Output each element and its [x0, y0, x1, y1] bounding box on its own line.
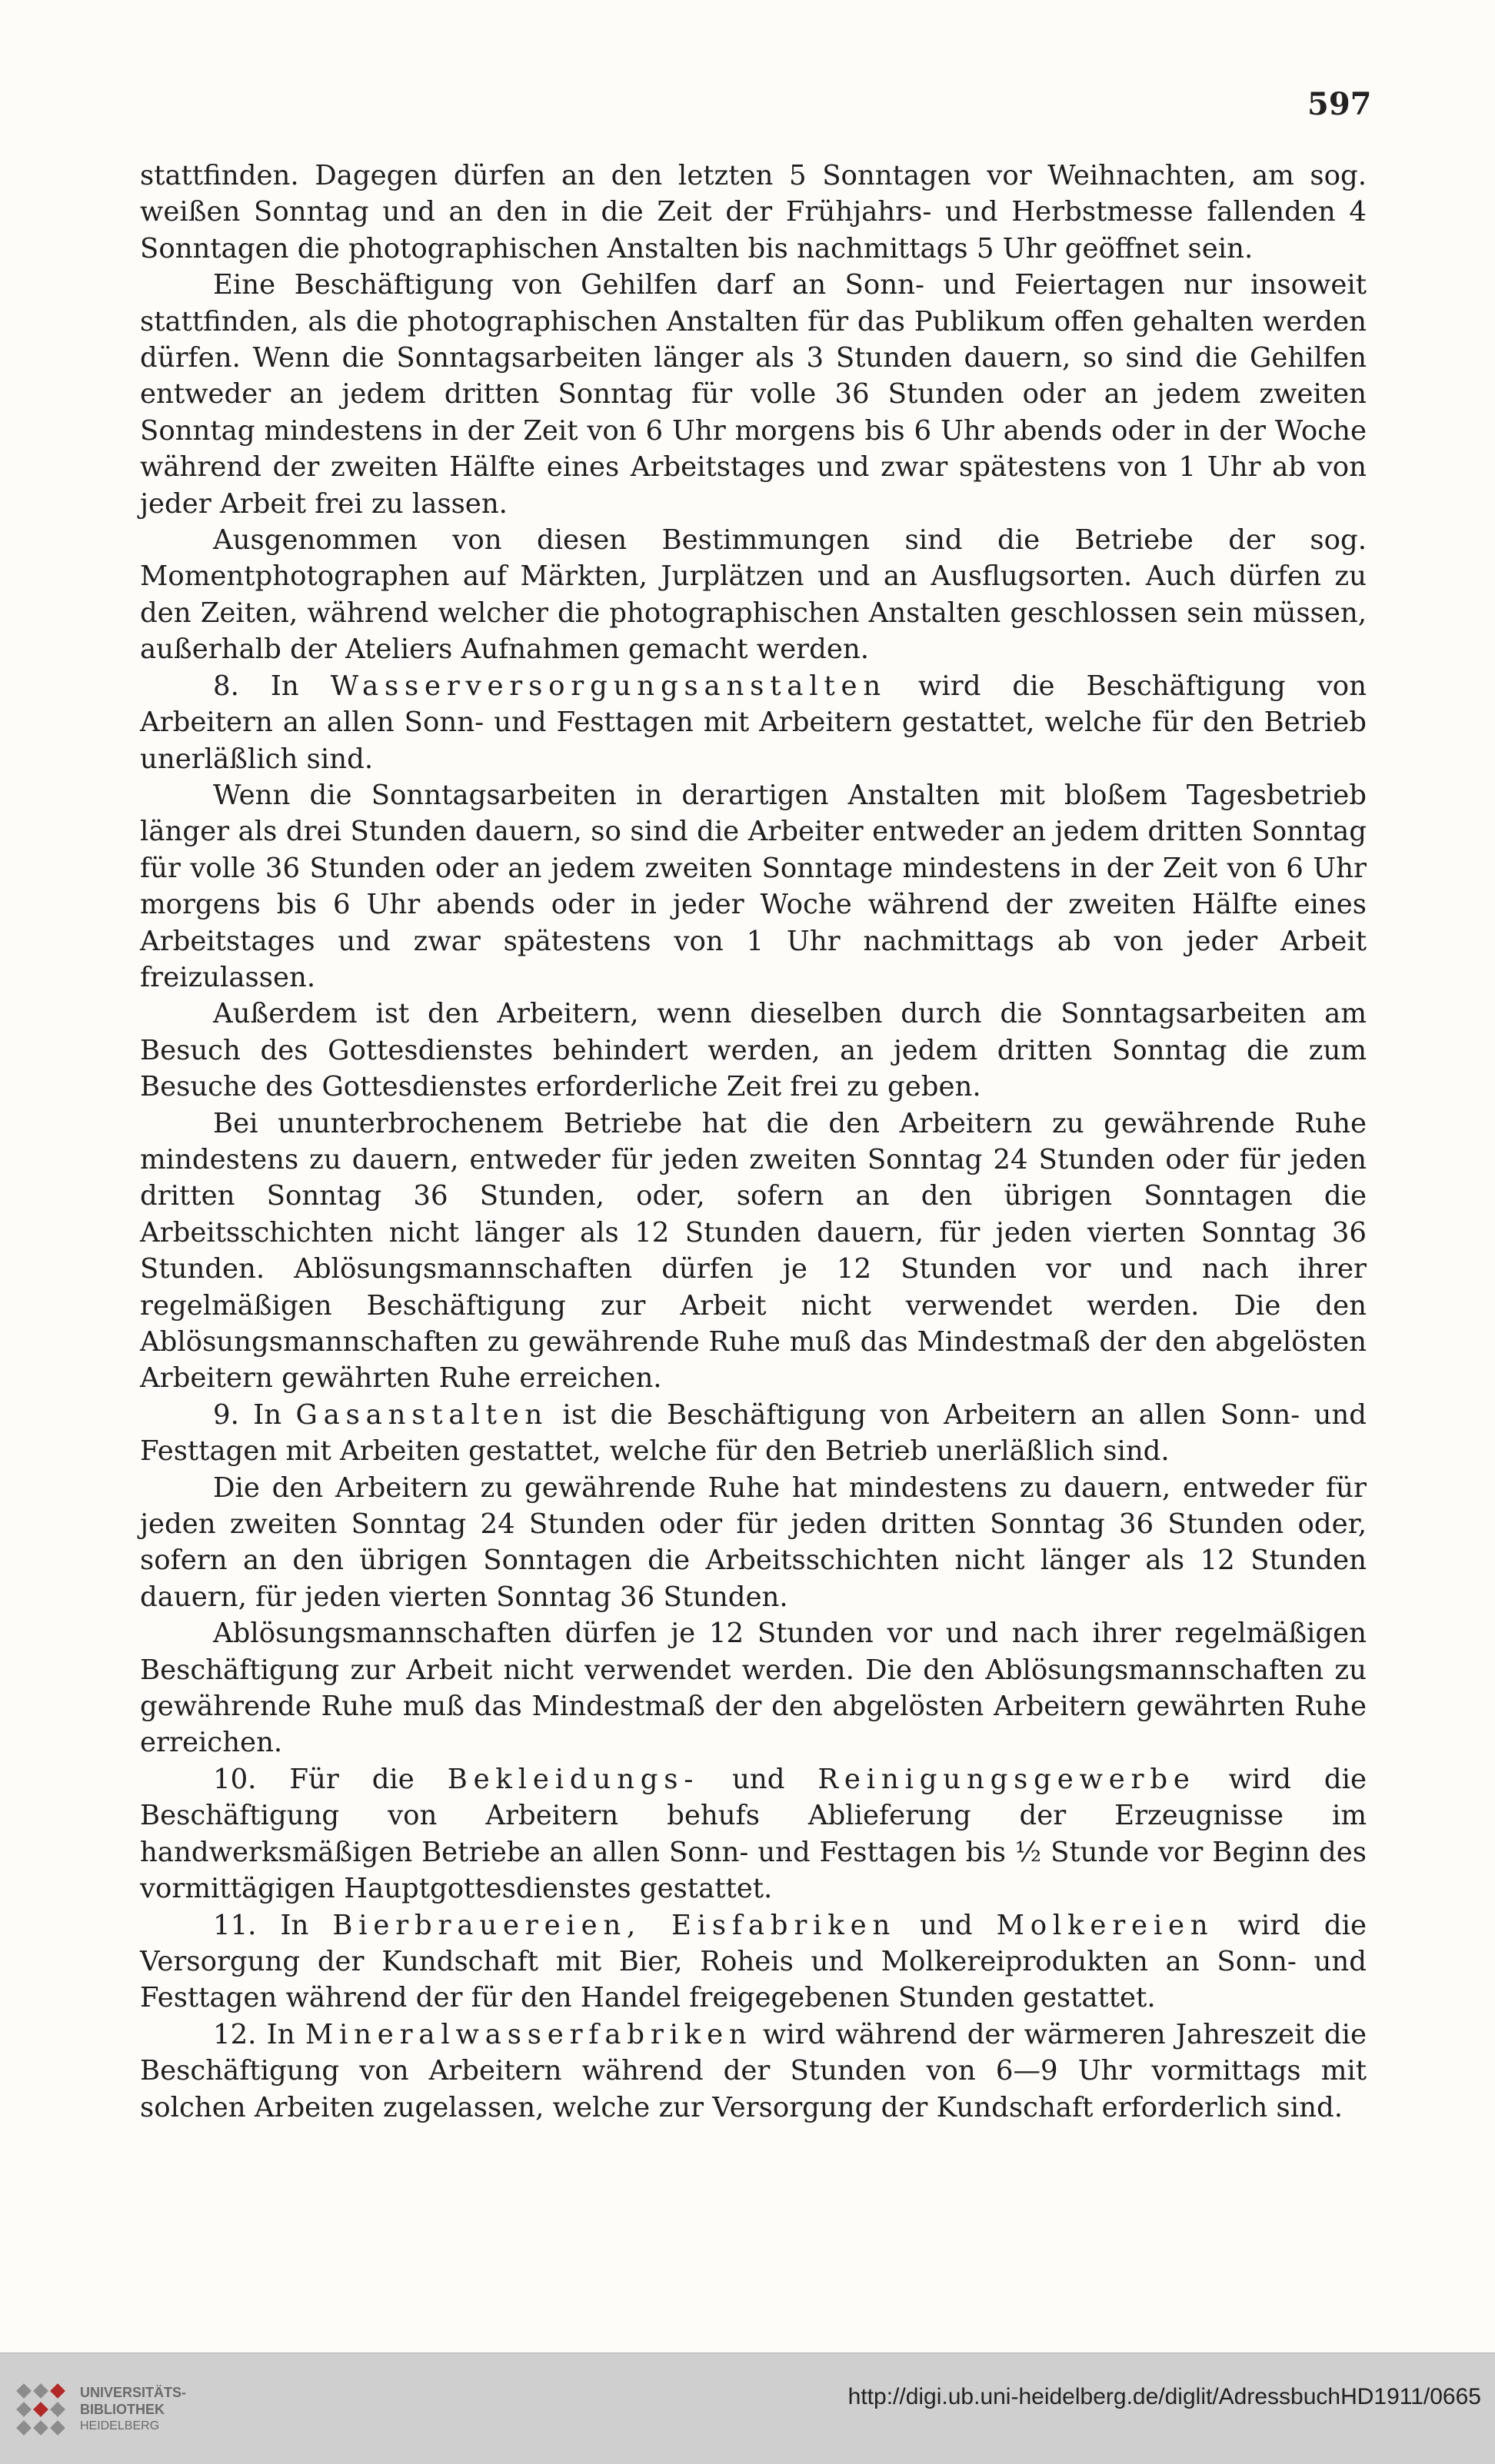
paragraph: [140, 1615, 1367, 1761]
spaced-term: Molkereien: [996, 1909, 1214, 1941]
paragraph: [140, 2017, 1367, 2126]
text-run: und: [896, 1909, 997, 1941]
library-name: [80, 2384, 186, 2435]
spaced-term: Bierbrauereien, Eisfabriken: [332, 1909, 897, 1941]
library-logo-icon: [14, 2381, 68, 2439]
text-run: wird die Beschäftigung von Arbeitern behufs Ablieferung der Erzeugnisse im handwerksmäßigen Betriebe an allen Sonn- und Festtagen bis ½ Stunde vor Beginn des vormittägigen Hauptgottesdienstes gestattet.: [140, 1763, 1367, 1905]
text-run: Ablösungsmannschaften dürfen je 12 Stunden vor und nach ihrer regelmäßigen Beschäftigung zur Arbeit nicht verwendet werden. Die den Ablösungsmannschaften zu gewährende Ruhe muß das Mindestmaß der den abgelösten Arbeitern gewährten Ruhe erreichen.: [140, 1618, 1367, 1759]
spaced-term: Gasanstalten: [295, 1398, 549, 1431]
text-run: wird die Versorgung der Kundschaft mit Bier, Roheis und Molkereiprodukten an Sonn- und Festtagen während der für den Handel freigegebenen Stunden gestattet.: [140, 1909, 1367, 2014]
text-run: Ausgenommen von diesen Bestimmungen sind die Betriebe der sog. Momentphotographen auf Märkten, Jurplätzen und an Ausflugsorten. Auch dürfen zu den Zeiten, während welcher die photographischen Anstalten geschlossen sein müssen, außerhalb der Ateliers Aufnahmen gemacht werden.: [140, 524, 1367, 666]
text-run: 10. Für die: [213, 1763, 448, 1795]
text-run: Die den Arbeitern zu gewährende Ruhe hat mindestens zu dauern, entweder für jeden zweiten Sonntag 24 Stunden oder für jeden dritten Sonntag 36 Stunden oder, sofern an den übrigen Sonntagen die Arbeitsschichten nicht länger als 12 Stunden dauern, für jeden vierten Sonntag 36 Stunden.: [140, 1471, 1367, 1613]
paragraph: [140, 996, 1367, 1105]
text-run: ist die Beschäftigung von Arbeitern an allen Sonn- und Festtagen mit Arbeiten gestattet, welche für den Betrieb unerläßlich sind.: [140, 1398, 1367, 1468]
paragraph: [140, 1106, 1367, 1397]
text-run: stattfinden. Dagegen dürfen an den letzten 5 Sonntagen vor Weihnachten, am sog. weißen Sonntag und an den in die Zeit der Frühjahrs- und Herbstmesse fallenden 4 Sonntagen die photographischen Anstalten bis nachmittags 5 Uhr geöffnet sein.: [140, 160, 1367, 264]
text-run: 11. In: [213, 1909, 333, 1941]
paragraph: [140, 1397, 1367, 1470]
spaced-term: Mineralwasserfabriken: [305, 2018, 753, 2050]
paragraph: [140, 668, 1367, 777]
text-run: wird während der wärmeren Jahreszeit die Beschäftigung von Arbeitern während der Stunden von 6—9 Uhr vormittags mit solchen Arbeiten zugelassen, welche zur Versorgung der Kundschaft erforderlich sind.: [140, 2018, 1367, 2123]
paragraph: [140, 1470, 1367, 1616]
paragraph: [140, 267, 1367, 522]
page-number: 597: [1307, 86, 1372, 122]
footer-bar: [0, 2353, 1495, 2464]
body-text: [140, 158, 1367, 2126]
spaced-term: Reinigungsgewerbe: [817, 1763, 1196, 1795]
paragraph: [140, 522, 1367, 668]
library-line-2: BIBLIOTHEK: [80, 2402, 165, 2417]
text-run: 9. In: [213, 1398, 296, 1431]
paragraph: [140, 777, 1367, 996]
paragraph: [140, 158, 1367, 267]
spaced-term: Wasserversorgungsanstalten: [330, 670, 887, 702]
text-run: 8. In: [213, 670, 331, 702]
text-run: 12. In: [213, 2018, 305, 2050]
spaced-term: Bekleidungs-: [447, 1763, 700, 1795]
library-line-1: UNIVERSITÄTS-: [80, 2385, 187, 2400]
text-run: Eine Beschäftigung von Gehilfen darf an Sonn- und Feiertagen nur insoweit stattfinden, als die photographischen Anstalten für das Publikum offen gehalten werden dürfen. Wenn die Sonntagsarbeiten länger als 3 Stunden dauern, so sind die Gehilfen entweder an jedem dritten Sonntag für volle 36 Stunden oder an jedem zweiten Sonntag mindestens in der Zeit von 6 Uhr morgens bis 6 Uhr abends oder in der Woche während der zweiten Hälfte eines Arbeitstages und zwar spätestens von 1 Uhr ab von jeder Arbeit frei zu lassen.: [140, 269, 1367, 520]
paragraph: [140, 1761, 1367, 1907]
paragraph: [140, 1907, 1367, 2017]
text-run: und: [699, 1763, 818, 1795]
library-line-3: HEIDELBERG: [80, 2419, 160, 2432]
text-run: Außerdem ist den Arbeitern, wenn dieselben durch die Sonntagsarbeiten am Besuch des Gottesdienstes behindert werden, an jedem dritten Sonntag die zum Besuche des Gottesdienstes erforderliche Zeit frei zu geben.: [140, 998, 1367, 1103]
text-run: Wenn die Sonntagsarbeiten in derartigen Anstalten mit bloßem Tagesbetrieb länger als drei Stunden dauern, so sind die Arbeiter entweder an jedem dritten Sonntag für volle 36 Stunden oder an jedem zweiten Sonntage mindestens in der Zeit von 6 Uhr morgens bis 6 Uhr abends oder in jeder Woche während der zweiten Hälfte eines Arbeitstages und zwar spätestens von 1 Uhr nachmittags ab von jeder Arbeit freizulassen.: [140, 779, 1367, 993]
text-run: wird die Beschäftigung von Arbeitern an allen Sonn- und Festtagen mit Arbeitern gestattet, welche für den Betrieb unerläßlich sind.: [140, 670, 1367, 775]
source-url-link[interactable]: http://digi.ub.uni-heidelberg.de/diglit/AdressbuchHD1911/0665: [847, 2384, 1481, 2409]
text-run: Bei ununterbrochenem Betriebe hat die den Arbeitern zu gewährende Ruhe mindestens zu dauern, entweder für jeden zweiten Sonntag 24 Stunden oder für jeden dritten Sonntag 36 Stunden, oder, sofern an den übrigen Sonntagen die Arbeitsschichten nicht länger als 12 Stunden dauern, für jeden vierten Sonntag 36 Stunden. Ablösungsmannschaften dürfen je 12 Stunden vor und nach ihrer regelmäßigen Beschäftigung zur Arbeit nicht verwendet werden. Die den Ablösungsmannschaften zu gewährende Ruhe muß das Mindestmaß der den abgelösten Arbeitern gewährten Ruhe erreichen.: [140, 1107, 1367, 1395]
